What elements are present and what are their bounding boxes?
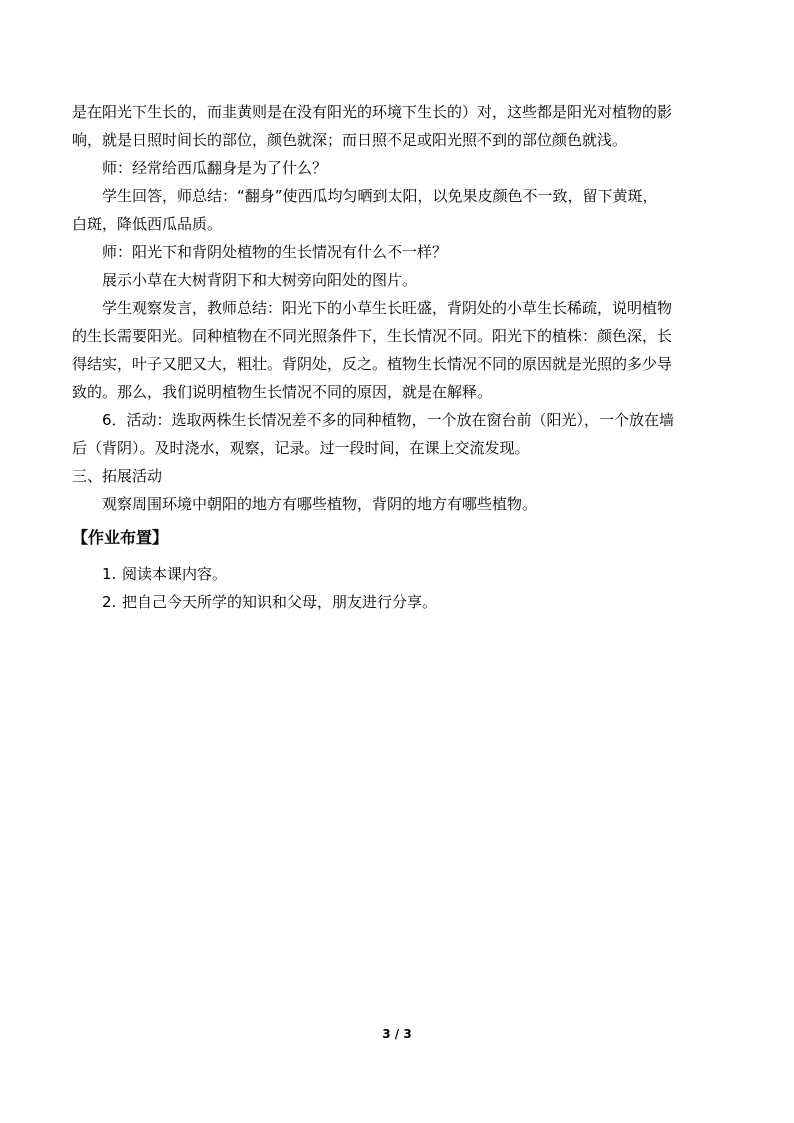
- text-line: 师：阳光下和背阴处植物的生长情况有什么不一样？: [102, 243, 448, 261]
- text-line: 致的。那么，我们说明植物生长情况不同的原因，就是在解释。: [72, 383, 493, 401]
- text-line: 三、拓展活动: [72, 467, 163, 485]
- list-item-text: 阅读本课内容。: [122, 565, 228, 583]
- paragraph-observation-summary-cont: [72, 322, 722, 406]
- paragraph-teacher-question-shade: [72, 238, 722, 266]
- paragraph-observation-summary: [72, 294, 722, 322]
- page-number: 3 / 3: [382, 1027, 412, 1041]
- paragraph-sunlight-effect: [72, 98, 722, 154]
- section-heading-extension: [72, 462, 722, 490]
- text-line: 6．活动：选取两株生长情况差不多的同种植物，一个放在窗台前（阳光），一个放在墙: [102, 411, 675, 429]
- list-item: [72, 560, 722, 588]
- paragraph-teacher-question-watermelon: [72, 154, 722, 182]
- text-line: 观察周围环境中朝阳的地方有哪些植物，背阴的地方有哪些植物。: [102, 495, 538, 513]
- text-line: 师：经常给西瓜翻身是为了什么？: [102, 159, 328, 177]
- paragraph-student-answer-watermelon-cont: [72, 210, 722, 238]
- paragraph-activity-6-cont: [72, 434, 722, 462]
- homework-heading: 【作业布置】: [72, 528, 169, 547]
- list-item-text: 把自己今天所学的知识和父母，朋友进行分享。: [122, 593, 438, 611]
- paragraph-student-answer-watermelon: [72, 182, 722, 210]
- text-line: 得结实，叶子又肥又大，粗壮。背阴处，反之。植物生长情况不同的原因就是光照的多少导: [72, 355, 673, 373]
- document-body: [72, 98, 722, 616]
- text-line: 学生观察发言，教师总结：阳光下的小草生长旺盛，背阴处的小草生长稀疏，说明植物: [102, 299, 673, 317]
- text-line: 学生回答，师总结：“翻身”使西瓜均匀晒到太阳，以免果皮颜色不一致，留下黄斑，: [102, 187, 658, 205]
- list-item-number: 2.: [102, 593, 117, 611]
- text-line: 的生长需要阳光。同种植物在不同光照条件下，生长情况不同。阳光下的植株：颜色深，长: [72, 327, 673, 345]
- paragraph-extension-activity: [72, 490, 722, 518]
- list-item-number: 1.: [102, 565, 117, 583]
- paragraph-activity-6: [72, 406, 722, 434]
- text-line: 响，就是日照时间长的部位，颜色就深；而日照不足或阳光照不到的部位颜色就浅。: [72, 131, 628, 149]
- text-line: 展示小草在大树背阴下和大树旁向阳处的图片。: [102, 271, 418, 289]
- paragraph-show-pictures: [72, 266, 722, 294]
- list-item: [72, 588, 722, 616]
- text-line: 是在阳光下生长的，而韭黄则是在没有阳光的环境下生长的）对，这些都是阳光对植物的影: [72, 103, 673, 121]
- homework-list: [72, 560, 722, 616]
- text-line: 白斑，降低西瓜品质。: [72, 215, 223, 233]
- text-line: 后（背阴）。及时浇水，观察，记录。过一段时间，在课上交流发现。: [72, 439, 530, 457]
